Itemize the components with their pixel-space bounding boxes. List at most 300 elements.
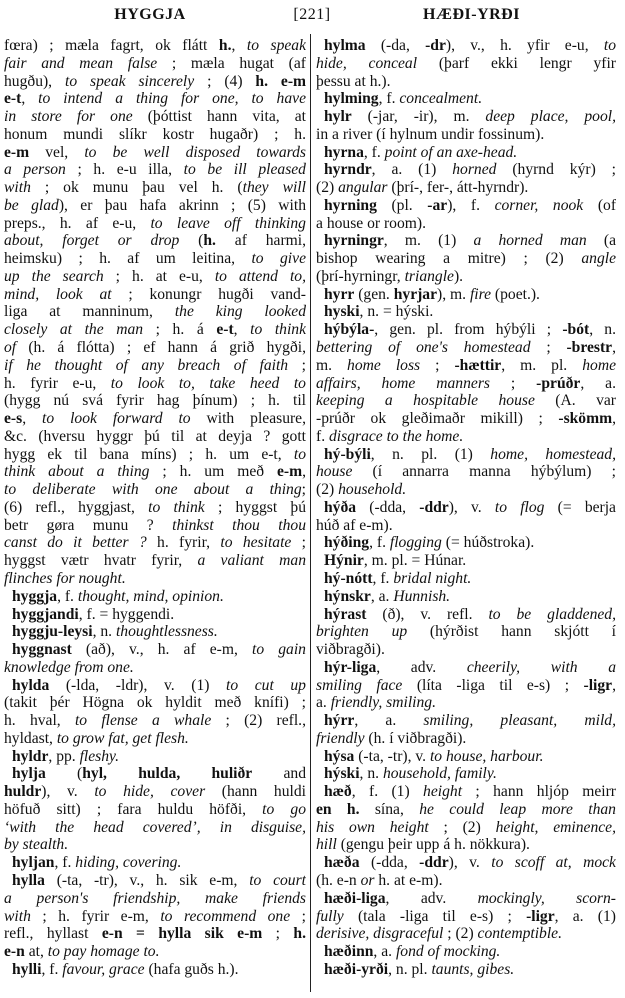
- definition-text: hill: [316, 836, 337, 854]
- body-text: höfuð sitt) ; fara huldu höfði,: [4, 800, 263, 818]
- entry-line: [316, 943, 616, 961]
- entry-line: [4, 783, 306, 801]
- definition-text: home, homestead,: [490, 445, 616, 463]
- headword-text: hæði-liga: [324, 889, 386, 907]
- definition-text: by stealth.: [4, 836, 69, 854]
- headword-text: hylla: [12, 871, 45, 889]
- entry-line: [316, 463, 616, 481]
- entry-line: [4, 748, 306, 766]
- body-text: ;: [262, 925, 294, 943]
- body-text: heimsku) ; h. af um leitina,: [4, 250, 252, 268]
- body-text: (: [45, 765, 83, 783]
- body-text: ), f.: [447, 196, 495, 214]
- entry-line: [4, 463, 306, 481]
- body-text: (takit þér Högna ok hyldit með knífi) ;: [4, 694, 306, 712]
- entry-line: [316, 481, 616, 499]
- definition-text: a horned man: [473, 232, 587, 250]
- column-divider: [310, 34, 311, 992]
- body-text: hygg ek til bana míns) ; h. um e-t,: [4, 445, 294, 463]
- body-text: (hygg nú svá fyrir hag þínum) ; h. til: [4, 392, 306, 410]
- body-text: , pp.: [48, 747, 80, 765]
- headword-text: e-n = hylla sik e-m: [101, 925, 263, 943]
- body-text: , n.: [92, 623, 116, 641]
- body-text: hugðu),: [4, 72, 65, 90]
- entry-line: [4, 144, 306, 162]
- entry-line: [4, 481, 306, 499]
- definition-text: to grow fat, get flesh.: [56, 729, 189, 747]
- entry-line: [4, 37, 306, 55]
- body-text: (í annarra manna hýbýlum) ;: [352, 463, 616, 481]
- body-text: ).: [453, 267, 464, 285]
- entry-line: [4, 446, 306, 464]
- headword-text: hyrna: [324, 143, 364, 161]
- definition-text: he could leap more than: [419, 800, 616, 818]
- definition-text: to scoff at, mock: [491, 854, 616, 872]
- body-text: viðbragði).: [316, 641, 385, 659]
- dictionary-entry: [316, 286, 616, 304]
- body-text: refl., hyllast: [4, 925, 102, 943]
- entry-line: [4, 339, 306, 357]
- dictionary-entry: [316, 446, 616, 499]
- body-text: (gen.: [354, 285, 394, 303]
- body-text: (-jar, -ir), m.: [351, 108, 486, 126]
- definition-text: to think: [250, 321, 306, 339]
- entry-line: [4, 552, 306, 570]
- headword-text: hyggju-leysi: [12, 623, 93, 641]
- body-text: with pleasure,: [190, 410, 306, 428]
- definition-text: a valiant man: [197, 552, 306, 570]
- definition-text: fond of mocking.: [395, 943, 501, 961]
- headword-text: -ligr: [583, 676, 613, 694]
- definition-text: flogging: [389, 534, 442, 552]
- headword-text: -hættir: [454, 356, 502, 374]
- definition-text: to court: [249, 871, 306, 889]
- dictionary-entry: [316, 534, 616, 552]
- body-text: , n.: [589, 321, 616, 339]
- definition-text: household.: [338, 481, 407, 499]
- definition-text: taunts, gibes.: [431, 960, 515, 978]
- dictionary-entry: [4, 748, 306, 766]
- definition-text: to be gladdened,: [488, 605, 616, 623]
- body-text: , a.: [373, 943, 396, 961]
- entry-line: [4, 730, 306, 748]
- body-text: ; ok munu þau vel h. (: [30, 179, 243, 197]
- entry-line: [4, 215, 306, 233]
- body-text: (að), v., h. af e-m,: [71, 641, 253, 659]
- definition-text: to be well disposed towards: [84, 143, 306, 161]
- entry-line: [4, 357, 306, 375]
- entry-line: [4, 392, 306, 410]
- body-text: ;: [291, 534, 306, 552]
- definition-text: favour, grace: [62, 960, 145, 978]
- dictionary-entry: [316, 783, 616, 854]
- body-text: (= húðstroka).: [441, 534, 535, 552]
- body-text: (-lda, -ldr), v. (1): [49, 676, 227, 694]
- definition-text: bettering of one's homestead: [316, 339, 531, 357]
- entry-line: [316, 730, 616, 748]
- definition-text: knowledge from one.: [4, 658, 134, 676]
- headword-text: e-s: [4, 410, 23, 428]
- headword-text: hýnskr: [324, 587, 371, 605]
- dictionary-entry: [316, 765, 616, 783]
- definition-text: point of an axe-head.: [384, 143, 518, 161]
- body-text: þessu at h.).: [316, 72, 391, 90]
- entry-line: [316, 392, 616, 410]
- body-text: , a. (1): [554, 907, 616, 925]
- definition-text: hide, conceal: [316, 54, 418, 72]
- definition-text: with: [4, 179, 31, 197]
- dictionary-entry: [316, 854, 616, 890]
- definition-text: horned: [452, 161, 497, 179]
- body-text: ), er þau hafa akrinn ; (5) with: [58, 196, 306, 214]
- body-text: (þarf ekki lengr yfir: [417, 54, 616, 72]
- headword-text: hyrning: [324, 196, 377, 214]
- definition-text: to flog: [494, 498, 545, 516]
- entry-line: [4, 499, 306, 517]
- body-text: (a: [586, 232, 616, 250]
- dictionary-entry: [316, 748, 616, 766]
- entry-line: [316, 108, 616, 126]
- definition-text: be glad: [4, 196, 59, 214]
- headword-text: hæða: [324, 854, 360, 872]
- entry-line: [4, 694, 306, 712]
- headword-text: -prúðr: [536, 374, 581, 392]
- headword-text: hyldr: [12, 747, 49, 765]
- entry-line: [316, 534, 616, 552]
- body-text: h. at e-m).: [374, 871, 443, 889]
- definition-text: corner, nook: [494, 196, 584, 214]
- definition-text: flinches for nought.: [4, 569, 126, 587]
- running-head-left: HYGGJA: [114, 6, 186, 23]
- body-text: and: [252, 765, 306, 783]
- body-text: , a. (1): [371, 161, 453, 179]
- headword-text: en h.: [316, 800, 360, 818]
- body-text: ; h. á: [143, 321, 217, 339]
- body-text: ; hann hljóp meirr: [462, 783, 616, 801]
- definition-text: fully: [316, 907, 344, 925]
- headword-text: hyrjar: [393, 285, 438, 303]
- headword-text: hyggjandi: [12, 605, 79, 623]
- definition-text: hiding, covering.: [75, 854, 182, 872]
- headword-text: hylma: [324, 37, 366, 54]
- body-text: ; konungr hugði vand-: [111, 285, 306, 303]
- headword-text: hýðing: [324, 534, 370, 552]
- entry-line: [4, 606, 306, 624]
- entry-line: [4, 126, 306, 144]
- definition-text: disgrace to the home.: [329, 427, 464, 445]
- body-text: &c. (hversu hyggr þú til at deyja ? gott: [4, 427, 306, 445]
- body-text: ), m.: [437, 285, 470, 303]
- body-text: ;: [530, 339, 567, 357]
- body-text: (ð), v. refl.: [366, 605, 489, 623]
- entry-line: [316, 641, 616, 659]
- entry-line: [4, 108, 306, 126]
- entry-line: [4, 303, 306, 321]
- body-text: , f.: [54, 854, 76, 872]
- body-text: f.: [316, 427, 329, 445]
- body-text: (þrí-, fer-, átt-hyrndr).: [387, 179, 529, 197]
- entry-line: [4, 836, 306, 854]
- headword-text: huldr: [4, 783, 42, 801]
- headword-text: e-m: [4, 143, 30, 161]
- headword-text: hyljan: [12, 854, 55, 872]
- definition-text: to: [293, 445, 306, 463]
- body-text: ;: [420, 356, 455, 374]
- headword-text: hylja: [12, 765, 46, 783]
- body-text: , f.: [57, 587, 78, 605]
- body-text: , n. pl. (1): [370, 445, 491, 463]
- body-text: hyldast,: [4, 729, 57, 747]
- entry-line: [316, 37, 616, 55]
- body-text: (poet.).: [491, 285, 540, 303]
- entry-line: [4, 623, 306, 641]
- headword-text: hýrast: [324, 605, 367, 623]
- definition-text: fair and mean false: [4, 54, 158, 72]
- definition-text: contemptible.: [477, 925, 562, 943]
- body-text: ), v.: [41, 783, 95, 801]
- body-text: (hýrðist hann skjótt í: [407, 623, 616, 641]
- definition-text: to deliberate with one about a thing: [4, 481, 302, 499]
- definition-text: triangle: [404, 267, 454, 285]
- entry-line: [316, 215, 616, 233]
- entry-line: [4, 197, 306, 215]
- entry-line: [316, 872, 616, 890]
- headword-text: -ar: [427, 196, 448, 214]
- definition-text: to look to, take heed to: [110, 374, 306, 392]
- entry-line: [316, 517, 616, 535]
- body-text: -prúðr ok gleðimaðr mikill) ;: [316, 410, 559, 428]
- entry-line: [316, 375, 616, 393]
- entry-line: [316, 357, 616, 375]
- definition-text: his own height: [316, 818, 429, 836]
- entry-line: [316, 250, 616, 268]
- entry-line: [316, 446, 616, 464]
- entry-line: [4, 321, 306, 339]
- body-text: ;: [489, 374, 537, 392]
- definition-text: angular: [338, 179, 388, 197]
- definition-text: height: [423, 783, 463, 801]
- entry-line: [316, 925, 616, 943]
- body-text: (: [179, 232, 204, 250]
- body-text: ; (2): [428, 818, 496, 836]
- definition-text: to flense a whale: [74, 712, 212, 730]
- headword-text: hylming: [324, 90, 379, 108]
- body-text: (-dda,: [356, 498, 420, 516]
- body-text: , f.: [378, 90, 400, 108]
- entry-line: [316, 499, 616, 517]
- headword-text: -dr: [425, 37, 446, 54]
- definition-text: deep place, pool,: [485, 108, 616, 126]
- definition-text: mind, look at: [4, 285, 112, 303]
- page-number: [221]: [293, 6, 331, 23]
- definition-text: keeping a hospitable house: [316, 392, 535, 410]
- headword-text: e-m: [277, 463, 303, 481]
- definition-text: to attend to,: [214, 267, 306, 285]
- entry-line: [316, 410, 616, 428]
- body-text: ,: [612, 410, 616, 428]
- headword-text: -brestr: [566, 339, 613, 357]
- definition-text: to go: [262, 800, 306, 818]
- body-text: ; h. fyrir e-m,: [30, 907, 161, 925]
- body-text: , m. pl.: [501, 356, 583, 374]
- entry-line: [4, 250, 306, 268]
- body-text: honum mundi slíkr kostr hugaðr) ; h.: [4, 125, 306, 143]
- body-text: ,: [21, 90, 39, 108]
- dictionary-entry: [316, 606, 616, 659]
- headword-text: hæðinn: [324, 943, 374, 961]
- headword-text: hyrr: [324, 285, 355, 303]
- entry-line: [316, 677, 616, 695]
- entry-line: [316, 428, 616, 446]
- definition-text: or: [360, 871, 375, 889]
- right-column: [316, 37, 616, 979]
- dictionary-entry: [316, 232, 616, 285]
- entry-line: [316, 126, 616, 144]
- entry-line: [4, 765, 306, 783]
- body-text: (líta -liga til e-s) ;: [402, 676, 584, 694]
- entry-line: [4, 73, 306, 91]
- entry-line: [316, 890, 616, 908]
- dictionary-entry: [4, 872, 306, 961]
- definition-text: fire: [469, 285, 492, 303]
- headword-text: h.: [203, 232, 216, 250]
- body-text: ; mæla hugat (af: [157, 54, 306, 72]
- entry-line: [4, 268, 306, 286]
- entry-line: [4, 90, 306, 108]
- body-text: h. hval,: [4, 712, 75, 730]
- body-text: ; (2): [443, 925, 478, 943]
- headword-text: -ddr: [419, 498, 449, 516]
- body-text: bishop wearing a mitre) ; (2): [316, 250, 582, 268]
- body-text: , m. (1): [383, 232, 474, 250]
- entry-line: [316, 836, 616, 854]
- entry-line: [4, 854, 306, 872]
- dictionary-entry: [4, 606, 306, 624]
- entry-line: [316, 339, 616, 357]
- headword-text: h. e-m: [255, 72, 306, 90]
- headword-text: -ligr: [526, 907, 555, 925]
- body-text: h. fyrir e-u,: [4, 374, 111, 392]
- entry-line: [316, 144, 616, 162]
- entry-line: [4, 659, 306, 677]
- body-text: preps., h. af e-u,: [4, 214, 151, 232]
- body-text: (A. var: [534, 392, 616, 410]
- body-text: (h. e-n: [316, 871, 361, 889]
- headword-text: h.: [293, 925, 306, 943]
- entry-line: [4, 286, 306, 304]
- headword-text: hylr: [324, 108, 352, 126]
- entry-line: [4, 232, 306, 250]
- definition-text: the king looked: [174, 303, 306, 321]
- headword-text: hýbýla-: [324, 321, 375, 339]
- entry-line: [316, 321, 616, 339]
- body-text: (of: [583, 196, 616, 214]
- body-text: ,: [231, 37, 247, 54]
- definition-text: to give: [251, 250, 306, 268]
- definition-text: in store for one: [4, 108, 133, 126]
- entry-line: [316, 659, 616, 677]
- body-text: a house or room).: [316, 214, 426, 232]
- body-text: (-da,: [365, 37, 426, 54]
- body-text: fœra) ; mæla fagrt, ok flátt: [4, 37, 219, 54]
- body-text: ,: [302, 463, 306, 481]
- body-text: (hafa guðs h.).: [144, 960, 239, 978]
- entry-line: [316, 55, 616, 73]
- body-text: hyggst vætr hvatr fyrir,: [4, 552, 198, 570]
- dictionary-entry: [4, 37, 306, 588]
- headword-text: e-t: [4, 90, 22, 108]
- body-text: , n. pl.: [388, 960, 432, 978]
- body-text: (gengu þeir upp á h. nökkura).: [336, 836, 530, 854]
- definition-text: derisive, disgraceful: [316, 925, 444, 943]
- body-text: ), v.: [448, 498, 495, 516]
- dictionary-entry: [4, 588, 306, 606]
- headword-text: hýski: [324, 765, 360, 783]
- entry-line: [4, 410, 306, 428]
- definition-text: to hide, cover: [94, 783, 206, 801]
- dictionary-entry: [316, 303, 616, 321]
- body-text: (2): [316, 179, 339, 197]
- entry-line: [4, 819, 306, 837]
- dictionary-entry: [4, 765, 306, 854]
- body-text: , f.: [41, 960, 63, 978]
- body-text: , f.: [363, 143, 385, 161]
- running-head-right: HÆÐI-YRÐI: [423, 6, 520, 23]
- definition-text: to pay homage to.: [47, 943, 160, 961]
- dictionary-entry: [316, 144, 616, 162]
- headword-text: hæði-yrði: [324, 960, 389, 978]
- body-text: , adv.: [376, 658, 467, 676]
- body-text: ;: [301, 481, 306, 499]
- definition-text: think about a thing: [4, 463, 150, 481]
- body-text: ,: [612, 339, 616, 357]
- body-text: af harmi,: [215, 232, 306, 250]
- dictionary-entry: [316, 108, 616, 144]
- definition-text: with: [4, 907, 31, 925]
- definition-text: ‘with the head covered’, in disguise,: [4, 818, 306, 836]
- definition-text: friendly: [316, 729, 365, 747]
- headword-text: -skömm: [558, 410, 613, 428]
- dictionary-entry: [316, 712, 616, 748]
- headword-text: -ddr: [419, 854, 449, 872]
- body-text: ;: [290, 907, 306, 925]
- body-text: ,: [612, 676, 616, 694]
- entry-line: [4, 908, 306, 926]
- entry-line: [4, 890, 306, 908]
- entry-line: [316, 623, 616, 641]
- body-text: (þrí-hyrningr,: [316, 267, 405, 285]
- definition-text: up the search: [4, 267, 104, 285]
- entry-line: [4, 712, 306, 730]
- body-text: sína,: [359, 800, 420, 818]
- body-text: (2): [316, 481, 339, 499]
- body-text: ; h. at e-u,: [103, 267, 215, 285]
- dictionary-entry: [316, 321, 616, 445]
- definition-text: mockingly, scorn-: [477, 889, 616, 907]
- body-text: , n.: [359, 765, 383, 783]
- definition-text: to cut up: [226, 676, 306, 694]
- body-text: (þóttist hann vita, at: [132, 108, 306, 126]
- entry-line: [316, 801, 616, 819]
- body-text: liga at manninum,: [4, 303, 175, 321]
- body-text: , f. (1): [351, 783, 424, 801]
- dictionary-entry: [316, 943, 616, 961]
- body-text: ; h. um með: [149, 463, 277, 481]
- definition-text: friendly, smiling.: [330, 694, 436, 712]
- entry-line: [316, 232, 616, 250]
- headword-text: hyggja: [12, 587, 58, 605]
- definition-text: closely at the man: [4, 321, 144, 339]
